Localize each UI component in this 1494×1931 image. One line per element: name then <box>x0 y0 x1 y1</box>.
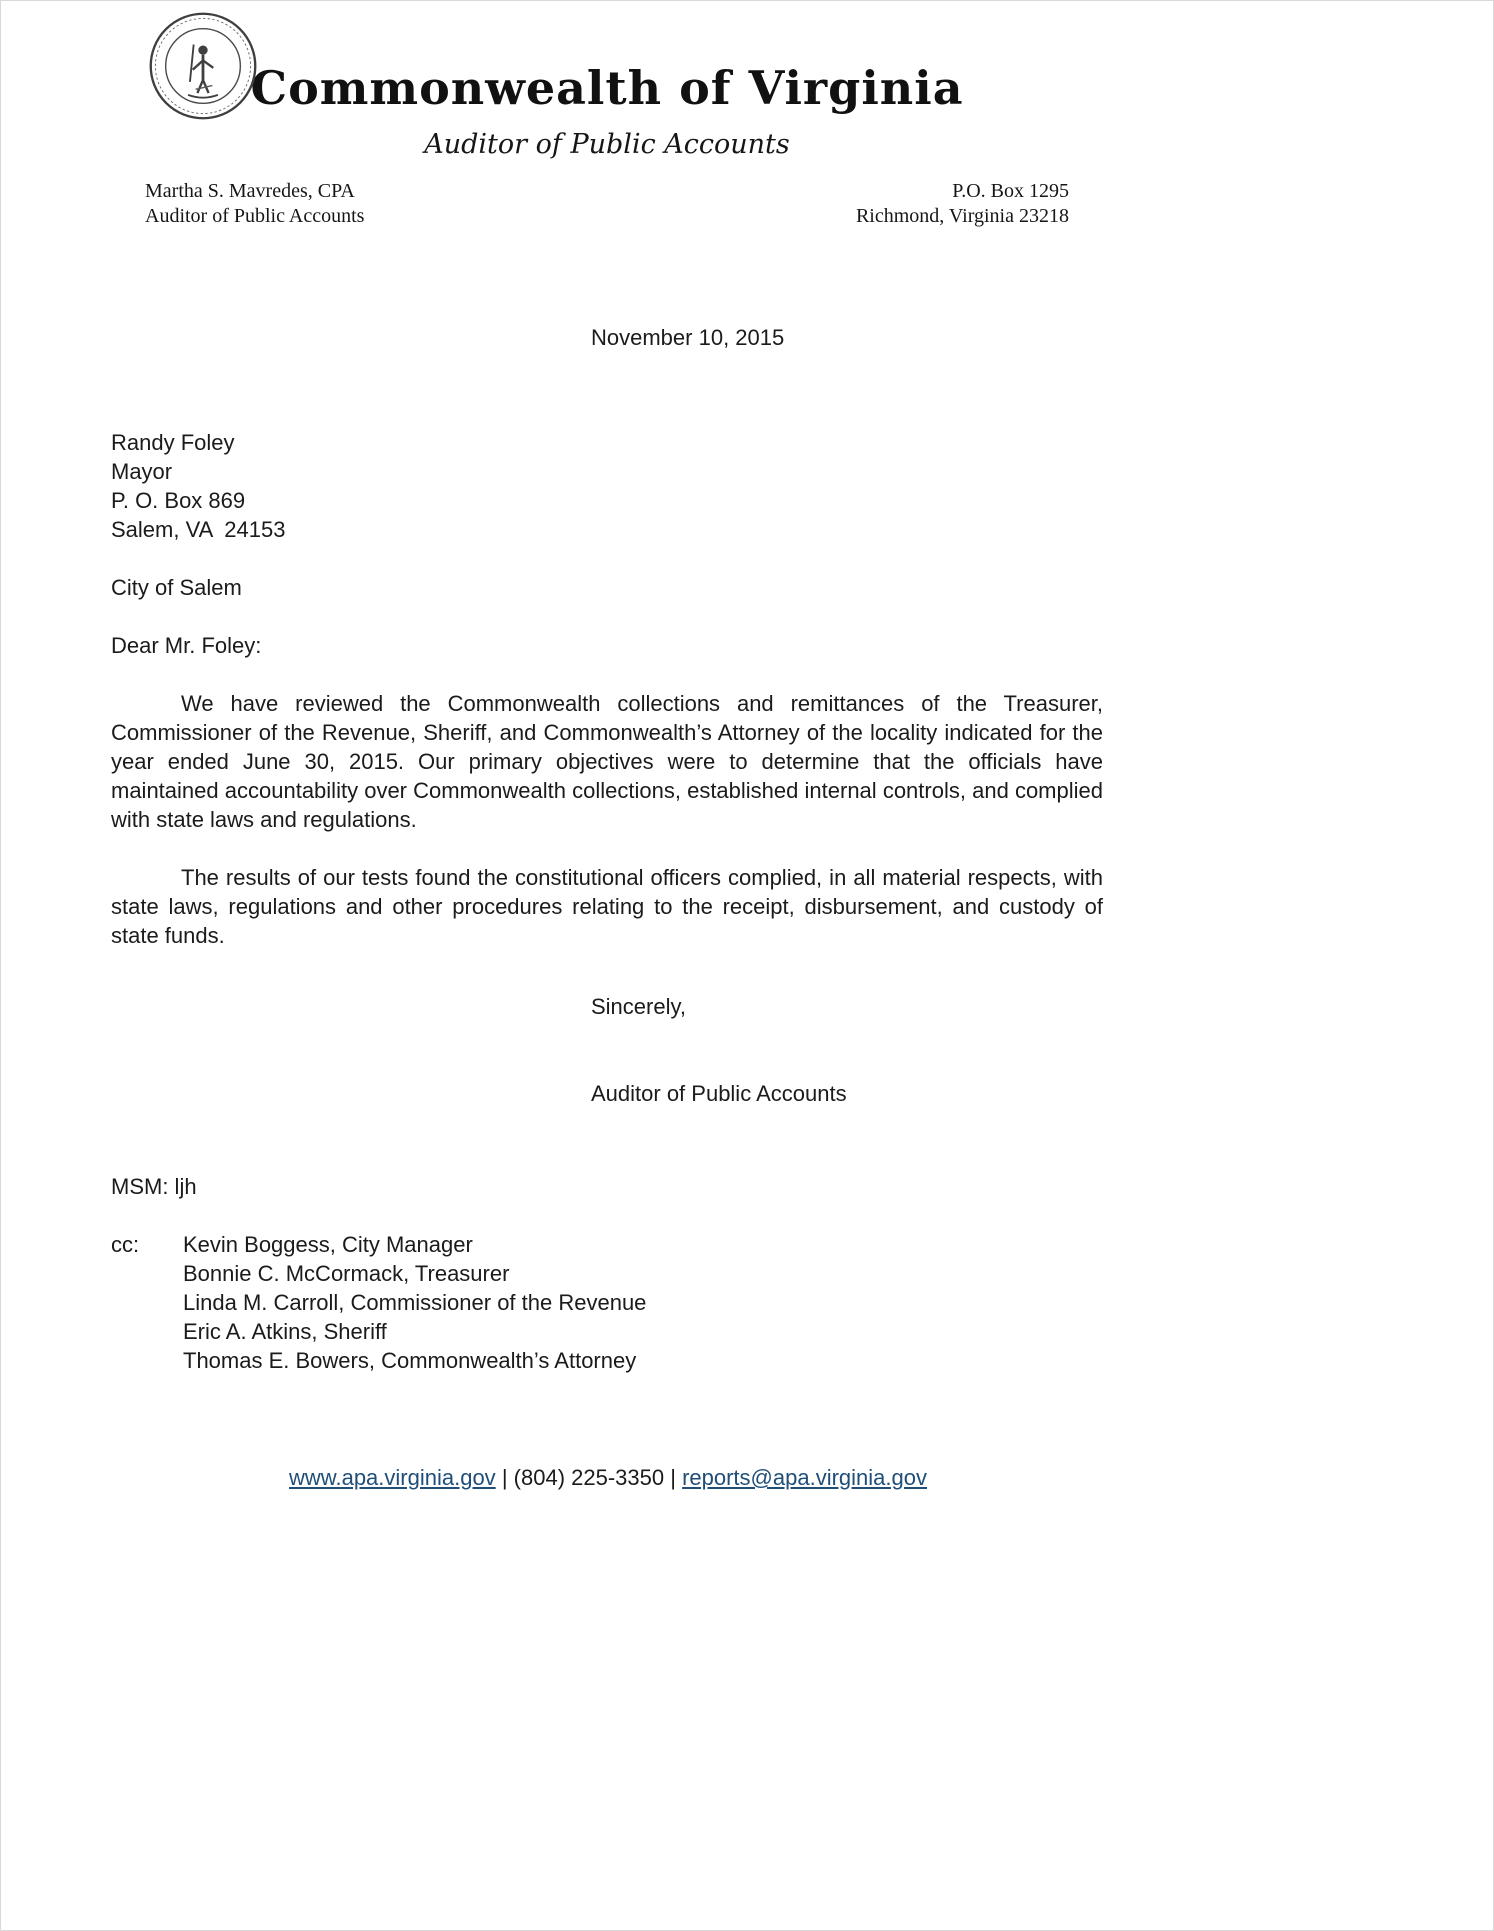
office-address-block <box>856 179 1069 229</box>
auditor-title: Auditor of Public Accounts <box>145 205 365 227</box>
locality-line: City of Salem <box>111 575 242 600</box>
letterhead-contacts <box>111 179 1103 229</box>
recipient-city-state-zip: Salem, VA 24153 <box>111 517 286 542</box>
office-po-box: P.O. Box 1295 <box>952 180 1069 202</box>
recipient-address <box>111 428 1103 544</box>
closing: Sincerely, <box>591 994 686 1019</box>
signature-title: Auditor of Public Accounts <box>591 1081 847 1106</box>
footer-separator: | <box>501 1465 508 1490</box>
letterhead <box>111 1 1103 229</box>
email-link[interactable]: reports@apa.virginia.gov <box>682 1465 927 1490</box>
footer-contact-line <box>111 1463 1105 1492</box>
phone-number: (804) 225-3350 <box>513 1465 665 1490</box>
cc-recipient: Eric A. Atkins, Sheriff <box>183 1319 387 1344</box>
letterhead-title: Commonwealth of Virginia <box>250 61 964 115</box>
cc-recipient: Linda M. Carroll, Commissioner of the Revenue <box>183 1290 647 1315</box>
reference-initials: MSM: ljh <box>111 1174 197 1199</box>
footer-separator: | <box>670 1465 676 1490</box>
virginia-state-seal-icon <box>147 5 259 127</box>
cc-list <box>183 1230 646 1375</box>
body-paragraph-1: We have reviewed the Commonwealth collections and remittances of the Treasurer, Commissioner of the Revenue, Sheriff, and Commonwealth’s Attorney of the locality indicated for the year ended June 30, 2015. Our primary objectives were to determine that the officials have maintained accountability over Commonwealth collections, established internal controls, and complied with state laws and regulations. <box>111 691 1103 832</box>
cc-recipient: Kevin Boggess, City Manager <box>183 1232 473 1257</box>
cc-block <box>111 1230 1103 1375</box>
recipient-title: Mayor <box>111 459 173 484</box>
website-link[interactable]: www.apa.virginia.gov <box>289 1465 496 1490</box>
cc-recipient: Bonnie C. McCormack, Treasurer <box>183 1261 510 1286</box>
cc-label: cc: <box>111 1232 140 1257</box>
salutation: Dear Mr. Foley: <box>111 633 262 658</box>
recipient-po-box: P. O. Box 869 <box>111 488 246 513</box>
letter-date: November 10, 2015 <box>591 325 785 350</box>
auditor-name: Martha S. Mavredes, CPA <box>145 180 355 202</box>
office-city: Richmond, Virginia 23218 <box>855 205 1069 227</box>
letterhead-subtitle: Auditor of Public Accounts <box>424 129 790 160</box>
cc-recipient: Thomas E. Bowers, Commonwealth’s Attorney <box>183 1348 637 1373</box>
body-paragraph-2: The results of our tests found the constitutional officers complied, in all material respects, with state laws, regulations and other procedures relating to the receipt, disbursement, and custody of state funds. <box>111 865 1103 948</box>
letter-content <box>1 1 1493 1375</box>
auditor-name-block <box>145 179 364 229</box>
recipient-name: Randy Foley <box>111 430 235 455</box>
